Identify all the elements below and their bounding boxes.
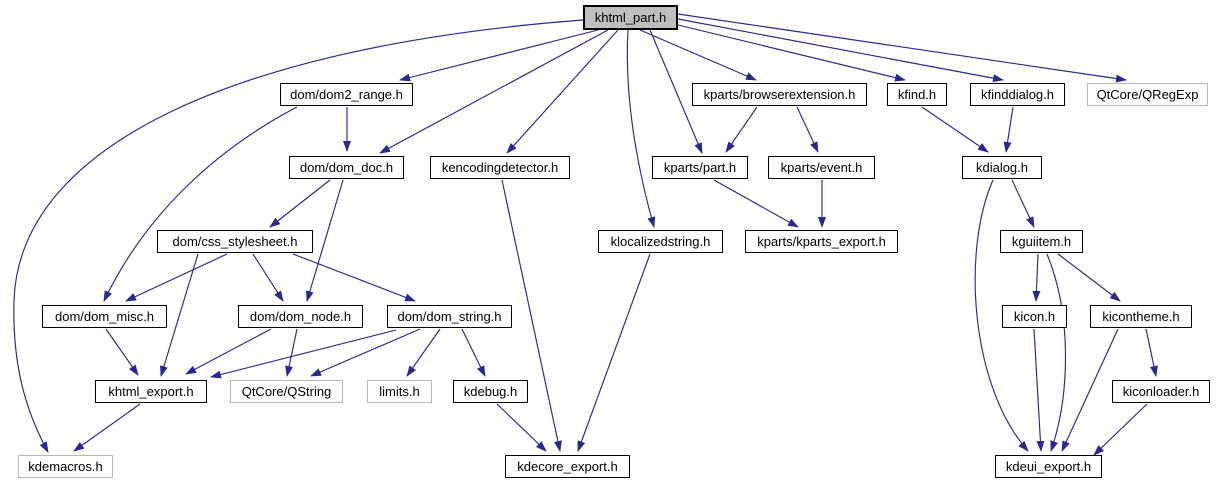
- edge-kiconloader-to-kdeui_export: [1094, 404, 1147, 455]
- edge-kdebug-to-kdecore_export: [497, 404, 546, 451]
- node-kicon[interactable]: kicon.h: [1002, 305, 1067, 328]
- node-kparts_export[interactable]: kparts/kparts_export.h: [745, 230, 898, 253]
- node-css_stylesheet[interactable]: dom/css_stylesheet.h: [157, 230, 313, 253]
- node-kencodingdetector[interactable]: kencodingdetector.h: [430, 156, 570, 179]
- edge-kicon-to-kdeui_export: [1034, 329, 1041, 451]
- edge-kguiitem-to-kicon: [1036, 254, 1038, 301]
- node-dom_doc[interactable]: dom/dom_doc.h: [289, 156, 404, 179]
- node-kicontheme[interactable]: kicontheme.h: [1090, 305, 1192, 328]
- node-qregexp: QtCore/QRegExp: [1087, 83, 1208, 106]
- node-khtml_export[interactable]: khtml_export.h: [95, 380, 207, 403]
- edge-kguiitem-to-kdeui_export: [1047, 254, 1066, 451]
- edge-kdialog-to-kguiitem: [1012, 180, 1034, 227]
- edge-dom_string-to-qstring: [311, 329, 420, 376]
- edge-dom_node-to-khtml_export: [186, 329, 271, 374]
- node-kiconloader[interactable]: kiconloader.h: [1112, 380, 1210, 403]
- edge-css_stylesheet-to-dom_misc: [126, 254, 227, 301]
- edge-dom_string-to-limits: [407, 329, 440, 376]
- node-limits: limits.h: [367, 380, 432, 403]
- edge-css_stylesheet-to-dom_string: [293, 254, 415, 301]
- edge-dom_node-to-qstring: [287, 329, 297, 376]
- node-dom_node[interactable]: dom/dom_node.h: [238, 305, 363, 328]
- edge-dom_string-to-kdebug: [462, 329, 485, 376]
- edge-kicontheme-to-kdeui_export: [1062, 329, 1118, 451]
- edge-kfinddialog-to-kdialog: [1006, 107, 1013, 152]
- node-dom_string[interactable]: dom/dom_string.h: [387, 305, 512, 328]
- node-khtml_part: khtml_part.h: [583, 5, 678, 30]
- node-dom_misc[interactable]: dom/dom_misc.h: [42, 305, 167, 328]
- node-kdecore_export[interactable]: kdecore_export.h: [505, 455, 630, 478]
- node-qstring: QtCore/QString: [230, 380, 343, 403]
- edge-khtml_part-to-kfinddialog: [678, 19, 1003, 80]
- node-kdeui_export[interactable]: kdeui_export.h: [995, 455, 1102, 478]
- node-kparts_event[interactable]: kparts/event.h: [768, 156, 875, 179]
- edge-dom_doc-to-css_stylesheet: [270, 180, 330, 227]
- node-klocalizedstring[interactable]: klocalizedstring.h: [598, 230, 723, 253]
- node-kdialog[interactable]: kdialog.h: [962, 156, 1042, 179]
- edge-kguiitem-to-kicontheme: [1058, 254, 1120, 301]
- edge-dom2_range-to-dom_misc: [104, 107, 297, 301]
- edge-khtml_part-to-kfind: [678, 25, 905, 80]
- edge-kparts_part-to-kparts_export: [714, 180, 798, 227]
- edge-css_stylesheet-to-dom_node: [253, 254, 283, 301]
- edge-dom_string-to-khtml_export: [211, 330, 396, 377]
- node-kguiitem[interactable]: kguiitem.h: [1000, 230, 1083, 253]
- edge-khtml_part-to-klocalizedstring: [627, 30, 654, 227]
- edge-khtml_part-to-qregexp: [678, 14, 1126, 80]
- edge-khtml_part-to-browserextension: [640, 30, 756, 80]
- edge-khtml_part-to-dom_doc: [380, 30, 608, 153]
- node-kdebug[interactable]: kdebug.h: [453, 380, 528, 403]
- edge-browserextension-to-kparts_part: [726, 107, 757, 152]
- node-kfind[interactable]: kfind.h: [887, 83, 947, 106]
- edge-khtml_export-to-kdemacros: [74, 404, 140, 451]
- edge-kicontheme-to-kiconloader: [1146, 329, 1156, 376]
- node-kparts_part[interactable]: kparts/part.h: [652, 156, 748, 179]
- node-browserextension[interactable]: kparts/browserextension.h: [692, 83, 867, 106]
- node-kdemacros: kdemacros.h: [18, 455, 113, 478]
- node-kfinddialog[interactable]: kfinddialog.h: [970, 83, 1065, 106]
- edge-browserextension-to-kparts_event: [797, 107, 818, 152]
- edge-klocalizedstring-to-kdecore_export: [578, 254, 650, 451]
- edge-kfind-to-kdialog: [922, 107, 988, 152]
- edge-dom_misc-to-khtml_export: [106, 329, 138, 375]
- node-dom2_range[interactable]: dom/dom2_range.h: [280, 83, 413, 106]
